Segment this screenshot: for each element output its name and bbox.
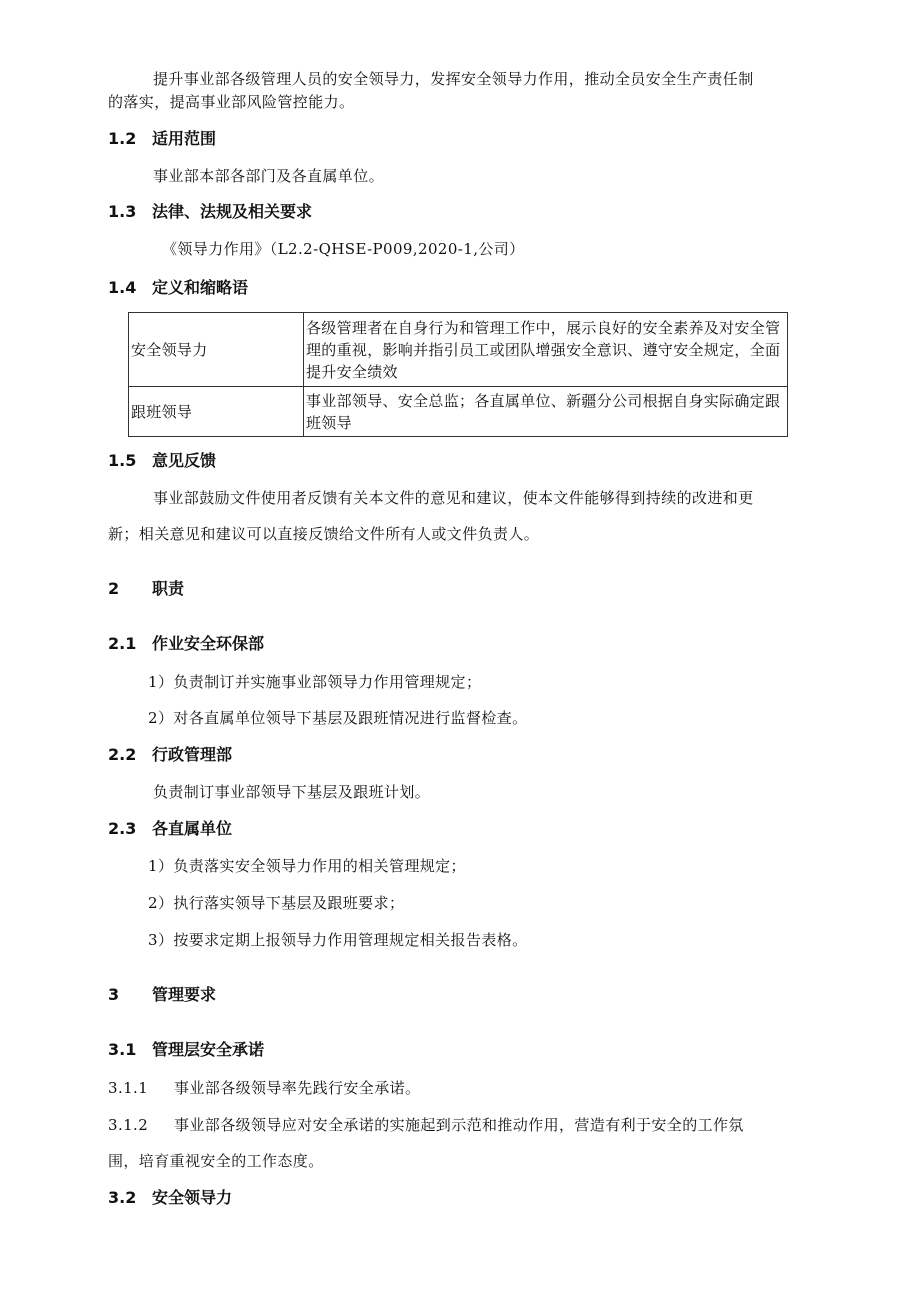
section-number: 2.3 [108,819,137,838]
section-number: 1.5 [108,451,137,470]
section-1-2-body: 事业部本部各部门及各直属单位。 [153,167,385,185]
intro-line-1: 提升事业部各级管理人员的安全领导力，发挥安全领导力作用，推动全员安全生产责任制 [153,70,754,88]
clause-3-1-2-continued: 围，培育重视安全的工作态度。 [108,1152,324,1170]
list-item: 1）负责落实安全领导力作用的相关管理规定； [148,857,466,875]
section-number: 1.2 [108,129,137,148]
intro-line-2: 的落实，提高事业部风险管控能力。 [108,93,355,111]
section-heading-3-1 [108,1038,264,1062]
term-cell: 跟班领导 [129,387,304,437]
section-number: 2 [108,579,120,598]
section-title: 行政管理部 [152,745,233,764]
section-heading-1-2 [108,127,216,151]
section-1-3-body: 《领导力作用》（L2.2-QHSE-P009,2020-1,公司） [162,240,525,258]
clause-3-1-1 [108,1076,420,1100]
section-title: 定义和缩略语 [152,278,249,297]
table-row [129,313,788,387]
clause-text: 事业部各级领导应对安全承诺的实施起到示范和推动作用，营造有利于安全的工作氛 [174,1116,744,1134]
clause-number: 3.1.1 [108,1079,149,1097]
section-heading-3 [108,983,216,1007]
definitions-table [128,312,788,437]
section-heading-1-4 [108,276,248,300]
clause-3-1-2 [108,1113,744,1137]
term-cell: 安全领导力 [129,313,304,387]
section-heading-3-2 [108,1186,232,1210]
clause-text: 事业部各级领导率先践行安全承诺。 [174,1079,421,1097]
section-title: 安全领导力 [152,1188,233,1207]
section-heading-1-3 [108,200,312,224]
section-number: 3.2 [108,1188,137,1207]
section-number: 3 [108,985,120,1004]
section-number: 2.1 [108,634,137,653]
section-title: 管理要求 [152,985,217,1004]
section-1-5-line-2: 新；相关意见和建议可以直接反馈给文件所有人或文件负责人。 [108,525,540,543]
section-title: 职责 [152,579,185,598]
list-item: 1）负责制订并实施事业部领导力作用管理规定； [148,673,482,691]
section-title: 意见反馈 [152,451,217,470]
table-row [129,387,788,437]
section-number: 2.2 [108,745,137,764]
definition-cell: 事业部领导、安全总监；各直属单位、新疆分公司根据自身实际确定跟班领导 [304,387,788,437]
section-1-5-line-1: 事业部鼓励文件使用者反馈有关本文件的意见和建议，使本文件能够得到持续的改进和更 [153,489,754,507]
section-title: 法律、法规及相关要求 [152,202,313,221]
section-2-2-body: 负责制订事业部领导下基层及跟班计划。 [153,783,431,801]
section-heading-2 [108,577,184,601]
section-title: 管理层安全承诺 [152,1040,265,1059]
list-item: 3）按要求定期上报领导力作用管理规定相关报告表格。 [148,931,528,949]
clause-number: 3.1.2 [108,1116,149,1134]
list-item: 2）对各直属单位领导下基层及跟班情况进行监督检查。 [148,709,528,727]
definition-cell: 各级管理者在自身行为和管理工作中，展示良好的安全素养及对安全管理的重视，影响并指引员工或团队增强安全意识、遵守安全规定，全面提升安全绩效 [304,313,788,387]
section-number: 1.4 [108,278,137,297]
section-heading-2-2 [108,743,232,767]
list-item: 2）执行落实领导下基层及跟班要求； [148,894,405,912]
section-title: 作业安全环保部 [152,634,265,653]
section-heading-2-1 [108,632,264,656]
section-title: 适用范围 [152,129,217,148]
section-title: 各直属单位 [152,819,233,838]
section-heading-2-3 [108,817,232,841]
section-number: 3.1 [108,1040,137,1059]
section-number: 1.3 [108,202,137,221]
section-heading-1-5 [108,449,216,473]
